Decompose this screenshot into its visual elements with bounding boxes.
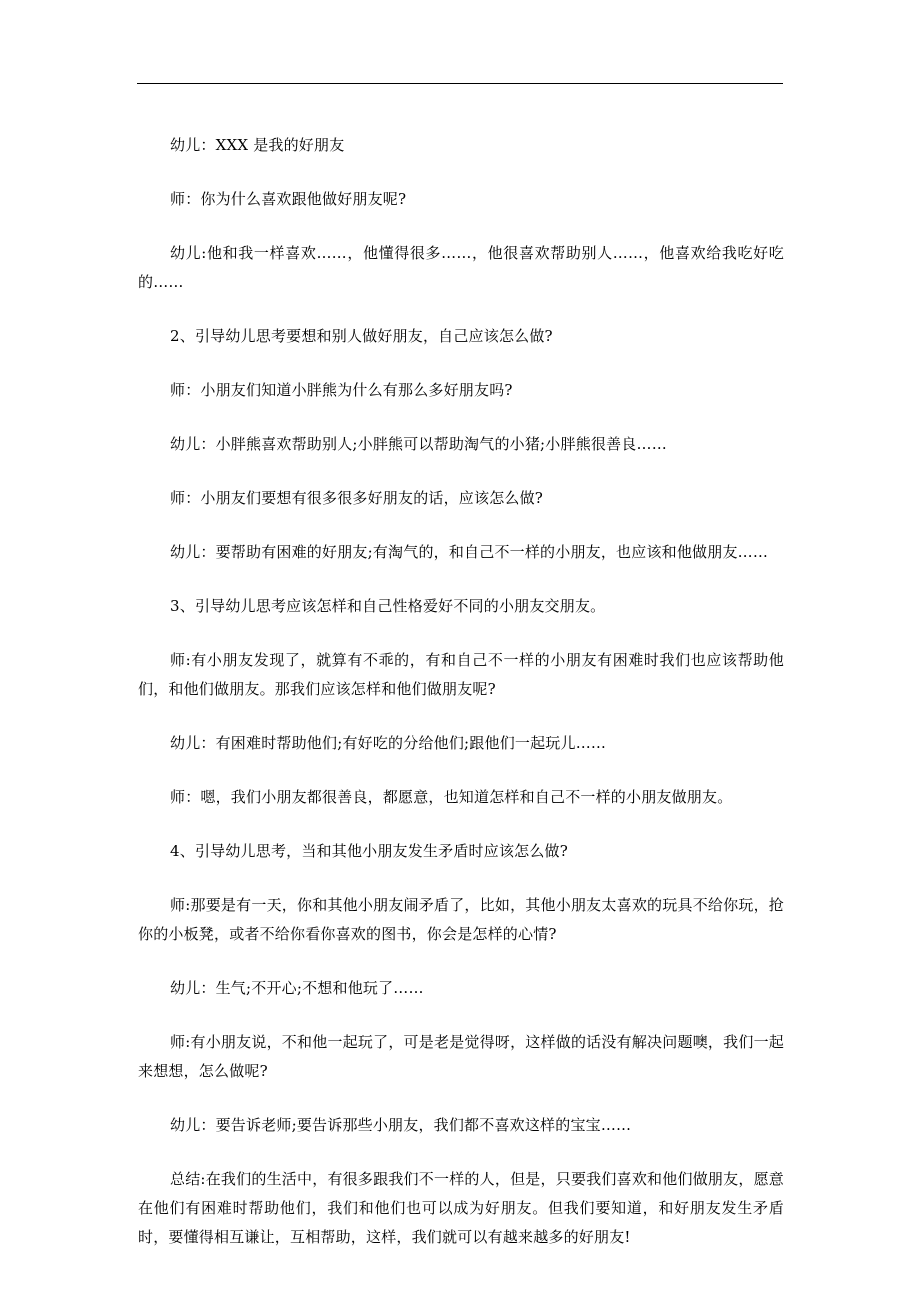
header-rule bbox=[137, 83, 783, 84]
paragraph: 幼儿：生气;不开心;不想和他玩了…… bbox=[170, 979, 424, 997]
paragraph: 幼儿：小胖熊喜欢帮助别人;小胖熊可以帮助淘气的小猪;小胖熊很善良…… bbox=[170, 435, 667, 453]
paragraph: 师：小朋友们要想有很多很多好朋友的话，应该怎么做? bbox=[170, 489, 544, 507]
paragraph: 师：小朋友们知道小胖熊为什么有那么多好朋友吗? bbox=[170, 381, 513, 399]
paragraph: 师：你为什么喜欢跟他做好朋友呢? bbox=[170, 190, 407, 208]
paragraph: 师:有小朋友说，不和他一起玩了，可是老是觉得呀，这样做的话没有解决问题噢，我们一起来想想，怎么做呢? bbox=[138, 1033, 784, 1080]
paragraph: 幼儿：有困难时帮助他们;有好吃的分给他们;跟他们一起玩儿…… bbox=[170, 734, 607, 752]
paragraph: 师：嗯，我们小朋友都很善良，都愿意，也知道怎样和自己不一样的小朋友做朋友。 bbox=[170, 788, 733, 806]
document-body bbox=[138, 131, 784, 1252]
paragraph: 师:那要是有一天，你和其他小朋友闹矛盾了，比如，其他小朋友太喜欢的玩具不给你玩，抢你的小板凳，或者不给你看你喜欢的图书，你会是怎样的心情? bbox=[138, 896, 784, 943]
paragraph: 幼儿：要帮助有困难的好朋友;有淘气的，和自己不一样的小朋友，也应该和他做朋友…… bbox=[170, 543, 769, 561]
paragraph: 师:有小朋友发现了，就算有不乖的，有和自己不一样的小朋友有困难时我们也应该帮助他们，和他们做朋友。那我们应该怎样和他们做朋友呢? bbox=[138, 651, 784, 698]
paragraph: 2、引导幼儿思考要想和别人做好朋友，自己应该怎么做? bbox=[170, 327, 553, 345]
paragraph: 总结:在我们的生活中，有很多跟我们不一样的人，但是，只要我们喜欢和他们做朋友，愿意在他们有困难时帮助他们，我们和他们也可以成为好朋友。但我们要知道，和好朋友发生矛盾时，要懂得相互谦让，互相帮助，这样，我们就可以有越来越多的好朋友! bbox=[138, 1170, 784, 1246]
paragraph: 幼儿：要告诉老师;要告诉那些小朋友，我们都不喜欢这样的宝宝…… bbox=[170, 1116, 632, 1134]
paragraph: 幼儿:他和我一样喜欢……，他懂得很多……，他很喜欢帮助别人……，他喜欢给我吃好吃的…… bbox=[138, 244, 784, 291]
paragraph: 幼儿：XXX 是我的好朋友 bbox=[170, 136, 345, 154]
paragraph: 4、引导幼儿思考，当和其他小朋友发生矛盾时应该怎么做? bbox=[170, 842, 568, 860]
paragraph: 3、引导幼儿思考应该怎样和自己性格爱好不同的小朋友交朋友。 bbox=[170, 597, 606, 615]
